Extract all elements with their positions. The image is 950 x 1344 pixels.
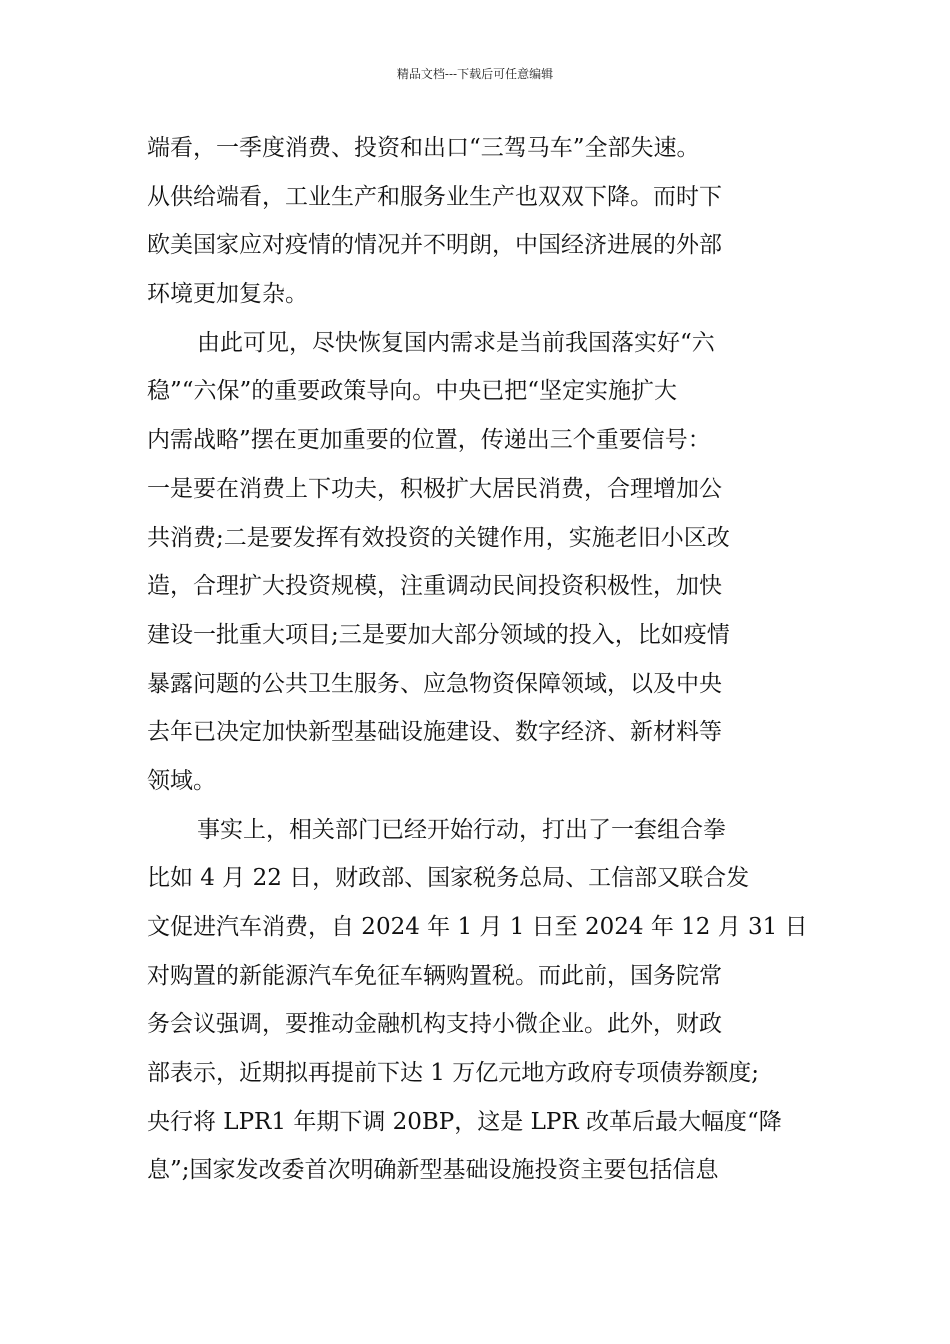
text-line: 建设一批重大项目;三是要加大部分领域的投入，比如疫情 [147,621,730,648]
text-line: 一是要在消费上下功夫，积极扩大居民消费，合理增加公 [147,475,722,502]
text-line: 从供给端看，工业生产和服务业生产也双双下降。而时下 [147,183,722,210]
text-line: 去年已决定加快新型基础设施建设、数字经济、新材料等 [147,719,722,746]
paragraph-first-line: 由此可见，尽快恢复国内需求是当前我国落实好“六 [197,329,715,356]
text-line: 部表示，近期拟再提前下达 1 万亿元地方政府专项债券额度; [147,1060,760,1087]
text-line: 欧美国家应对疫情的情况并不明朗，中国经济进展的外部 [147,232,722,259]
text-line: 环境更加复杂。 [147,281,308,308]
text-line: 息”;国家发改委首次明确新型基础设施投资主要包括信息 [147,1157,719,1184]
text-line: 端看，一季度消费、投资和出口“三驾马车”全部失速。 [147,135,700,161]
page-header: 精品文档---下载后可任意编辑 [396,67,554,81]
text-line: 央行将 LPR1 年期下调 20BP，这是 LPR 改革后最大幅度“降 [147,1108,782,1135]
document-body [147,124,807,1195]
text-line: 对购置的新能源汽车免征车辆购置税。而此前，国务院常 [147,962,722,989]
text-line: 务会议强调，要推动金融机构支持小微企业。此外，财政 [147,1011,722,1038]
text-line: 稳”“六保”的重要政策导向。中央已把“坚定实施扩大 [147,378,678,405]
text-line: 内需战略”摆在更加重要的位置，传递出三个重要信号： [147,427,711,454]
text-line: 比如 4 月 22 日，财政部、国家税务总局、工信部又联合发 [147,865,750,892]
text-line: 文促进汽车消费，自 2024 年 1 月 1 日至 2024 年 12 月 31 日 [147,914,808,940]
paragraph-first-line: 事实上，相关部门已经开始行动，打出了一套组合拳 [197,816,726,843]
text-line: 共消费;二是要发挥有效投资的关键作用，实施老旧小区改 [147,524,730,551]
text-line: 领域。 [147,767,216,794]
text-line: 造，合理扩大投资规模，注重调动民间投资积极性，加快 [147,573,722,600]
text-line: 暴露问题的公共卫生服务、应急物资保障领域，以及中央 [147,670,722,697]
